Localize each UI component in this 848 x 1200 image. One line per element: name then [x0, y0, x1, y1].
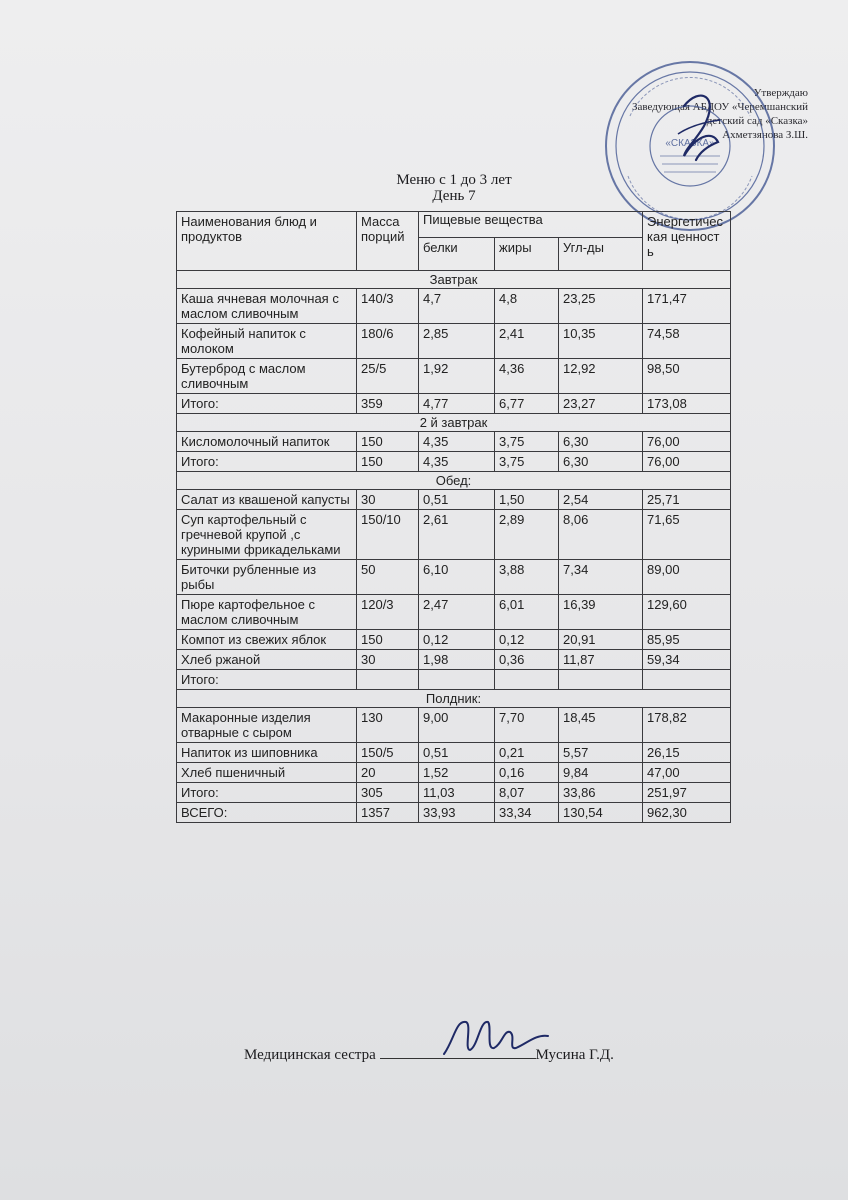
cell-protein: 1,52	[419, 763, 495, 783]
cell-energy: 47,00	[643, 763, 731, 783]
cell-fat: 4,36	[495, 359, 559, 394]
cell-name: Макаронные изделия отварные с сыром	[177, 708, 357, 743]
cell-name: Итого:	[177, 394, 357, 414]
cell-name: Салат из квашеной капусты	[177, 490, 357, 510]
cell-mass: 20	[357, 763, 419, 783]
header-energy: Энергетическая ценность	[643, 212, 731, 271]
cell-protein: 11,03	[419, 783, 495, 803]
cell-name: Итого:	[177, 452, 357, 472]
cell-carbs: 9,84	[559, 763, 643, 783]
table-row	[177, 708, 731, 743]
header-mass: Масса порций	[357, 212, 419, 271]
cell-carbs: 10,35	[559, 324, 643, 359]
cell-energy: 89,00	[643, 560, 731, 595]
cell-carbs: 130,54	[559, 803, 643, 823]
header-fat: жиры	[495, 238, 559, 271]
page-title: Меню с 1 до 3 лет	[396, 172, 512, 188]
cell-mass: 150/5	[357, 743, 419, 763]
cell-mass: 305	[357, 783, 419, 803]
cell-fat: 0,36	[495, 650, 559, 670]
cell-name: Кофейный напиток с молоком	[177, 324, 357, 359]
cell-name: Хлеб пшеничный	[177, 763, 357, 783]
cell-protein: 0,12	[419, 630, 495, 650]
table-row	[177, 490, 731, 510]
cell-protein: 4,35	[419, 432, 495, 452]
cell-mass: 25/5	[357, 359, 419, 394]
cell-carbs: 5,57	[559, 743, 643, 763]
cell-protein: 4,7	[419, 289, 495, 324]
cell-carbs: 7,34	[559, 560, 643, 595]
cell-fat: 0,16	[495, 763, 559, 783]
cell-carbs: 12,92	[559, 359, 643, 394]
cell-carbs: 6,30	[559, 452, 643, 472]
footer-name: Мусина Г.Д.	[535, 1047, 614, 1063]
cell-carbs: 23,27	[559, 394, 643, 414]
cell-protein: 1,92	[419, 359, 495, 394]
cell-name: Итого:	[177, 783, 357, 803]
cell-energy: 25,71	[643, 490, 731, 510]
cell-protein: 0,51	[419, 490, 495, 510]
cell-name: ВСЕГО:	[177, 803, 357, 823]
header-name: Наименования блюд и продуктов	[177, 212, 357, 271]
cell-energy: 251,97	[643, 783, 731, 803]
table-row	[177, 595, 731, 630]
section-title: 2 й завтрак	[177, 414, 731, 432]
table-row	[177, 432, 731, 452]
cell-protein: 0,51	[419, 743, 495, 763]
cell-mass: 120/3	[357, 595, 419, 630]
cell-name: Суп картофельный с гречневой крупой ,с куриными фрикадельками	[177, 510, 357, 560]
cell-fat: 0,12	[495, 630, 559, 650]
table-row	[177, 763, 731, 783]
header-carbs: Угл-ды	[559, 238, 643, 271]
cell-energy	[643, 670, 731, 690]
cell-mass: 150	[357, 630, 419, 650]
signature-line	[380, 1044, 536, 1059]
cell-fat: 7,70	[495, 708, 559, 743]
cell-mass: 140/3	[357, 289, 419, 324]
cell-energy: 962,30	[643, 803, 731, 823]
cell-fat: 3,75	[495, 432, 559, 452]
cell-energy: 171,47	[643, 289, 731, 324]
cell-carbs: 2,54	[559, 490, 643, 510]
table-row	[177, 359, 731, 394]
cell-protein: 33,93	[419, 803, 495, 823]
cell-fat: 8,07	[495, 783, 559, 803]
cell-carbs: 33,86	[559, 783, 643, 803]
cell-carbs: 16,39	[559, 595, 643, 630]
cell-carbs: 8,06	[559, 510, 643, 560]
cell-energy: 76,00	[643, 432, 731, 452]
cell-mass: 150	[357, 452, 419, 472]
cell-fat: 0,21	[495, 743, 559, 763]
table-row	[177, 560, 731, 595]
cell-mass: 180/6	[357, 324, 419, 359]
section-row	[177, 271, 731, 289]
document-heading	[0, 172, 848, 204]
cell-fat: 1,50	[495, 490, 559, 510]
cell-name: Напиток из шиповника	[177, 743, 357, 763]
table-row	[177, 670, 731, 690]
cell-energy: 85,95	[643, 630, 731, 650]
table-row	[177, 510, 731, 560]
cell-energy: 178,82	[643, 708, 731, 743]
cell-name: Пюре картофельное с маслом сливочным	[177, 595, 357, 630]
approval-line: детский сад «Сказка»	[706, 115, 808, 127]
cell-mass: 30	[357, 650, 419, 670]
cell-energy: 59,34	[643, 650, 731, 670]
cell-fat: 3,88	[495, 560, 559, 595]
cell-carbs: 6,30	[559, 432, 643, 452]
cell-name: Итого:	[177, 670, 357, 690]
cell-energy: 26,15	[643, 743, 731, 763]
approval-line: Ахметзянова З.Ш.	[722, 129, 808, 141]
cell-fat	[495, 670, 559, 690]
cell-carbs: 23,25	[559, 289, 643, 324]
table-row	[177, 650, 731, 670]
cell-energy: 129,60	[643, 595, 731, 630]
cell-mass	[357, 670, 419, 690]
cell-name: Биточки рубленные из рыбы	[177, 560, 357, 595]
header-nutrients: Пищевые вещества	[419, 212, 643, 238]
cell-mass: 150/10	[357, 510, 419, 560]
day-label: День 7	[432, 188, 476, 204]
section-row	[177, 690, 731, 708]
cell-energy: 98,50	[643, 359, 731, 394]
table-row	[177, 630, 731, 650]
table-row	[177, 452, 731, 472]
cell-energy: 71,65	[643, 510, 731, 560]
stamp-label: «СКАЗКА»	[665, 138, 715, 149]
approval-line: Заведующая АБДОУ «Черемшанский	[631, 101, 808, 113]
signature-footer	[244, 1044, 614, 1064]
table-row	[177, 394, 731, 414]
section-title: Обед:	[177, 472, 731, 490]
cell-energy: 173,08	[643, 394, 731, 414]
section-title: Завтрак	[177, 271, 731, 289]
cell-fat: 2,89	[495, 510, 559, 560]
cell-carbs: 11,87	[559, 650, 643, 670]
cell-fat: 33,34	[495, 803, 559, 823]
table-row	[177, 803, 731, 823]
cell-carbs	[559, 670, 643, 690]
section-title: Полдник:	[177, 690, 731, 708]
footer-role: Медицинская сестра	[244, 1047, 376, 1063]
cell-protein: 6,10	[419, 560, 495, 595]
cell-carbs: 20,91	[559, 630, 643, 650]
section-row	[177, 472, 731, 490]
cell-fat: 2,41	[495, 324, 559, 359]
cell-name: Кисломолочный напиток	[177, 432, 357, 452]
table-row	[177, 324, 731, 359]
cell-energy: 74,58	[643, 324, 731, 359]
cell-energy: 76,00	[643, 452, 731, 472]
cell-protein: 9,00	[419, 708, 495, 743]
menu-table	[176, 211, 731, 823]
cell-mass: 1357	[357, 803, 419, 823]
header-protein: белки	[419, 238, 495, 271]
cell-name: Бутерброд с маслом сливочным	[177, 359, 357, 394]
cell-protein	[419, 670, 495, 690]
cell-name: Хлеб ржаной	[177, 650, 357, 670]
cell-mass: 359	[357, 394, 419, 414]
cell-mass: 50	[357, 560, 419, 595]
cell-protein: 2,85	[419, 324, 495, 359]
official-stamp	[600, 56, 780, 236]
cell-carbs: 18,45	[559, 708, 643, 743]
cell-fat: 6,01	[495, 595, 559, 630]
table-header-row	[177, 212, 731, 238]
cell-fat: 4,8	[495, 289, 559, 324]
cell-protein: 1,98	[419, 650, 495, 670]
cell-fat: 3,75	[495, 452, 559, 472]
cell-mass: 130	[357, 708, 419, 743]
table-row	[177, 783, 731, 803]
cell-name: Компот из свежих яблок	[177, 630, 357, 650]
cell-protein: 4,77	[419, 394, 495, 414]
cell-fat: 6,77	[495, 394, 559, 414]
cell-protein: 2,47	[419, 595, 495, 630]
table-row	[177, 743, 731, 763]
cell-mass: 30	[357, 490, 419, 510]
approval-line: Утверждаю	[753, 87, 808, 99]
cell-mass: 150	[357, 432, 419, 452]
section-row	[177, 414, 731, 432]
cell-name: Каша ячневая молочная с маслом сливочным	[177, 289, 357, 324]
cell-protein: 4,35	[419, 452, 495, 472]
table-row	[177, 289, 731, 324]
cell-protein: 2,61	[419, 510, 495, 560]
